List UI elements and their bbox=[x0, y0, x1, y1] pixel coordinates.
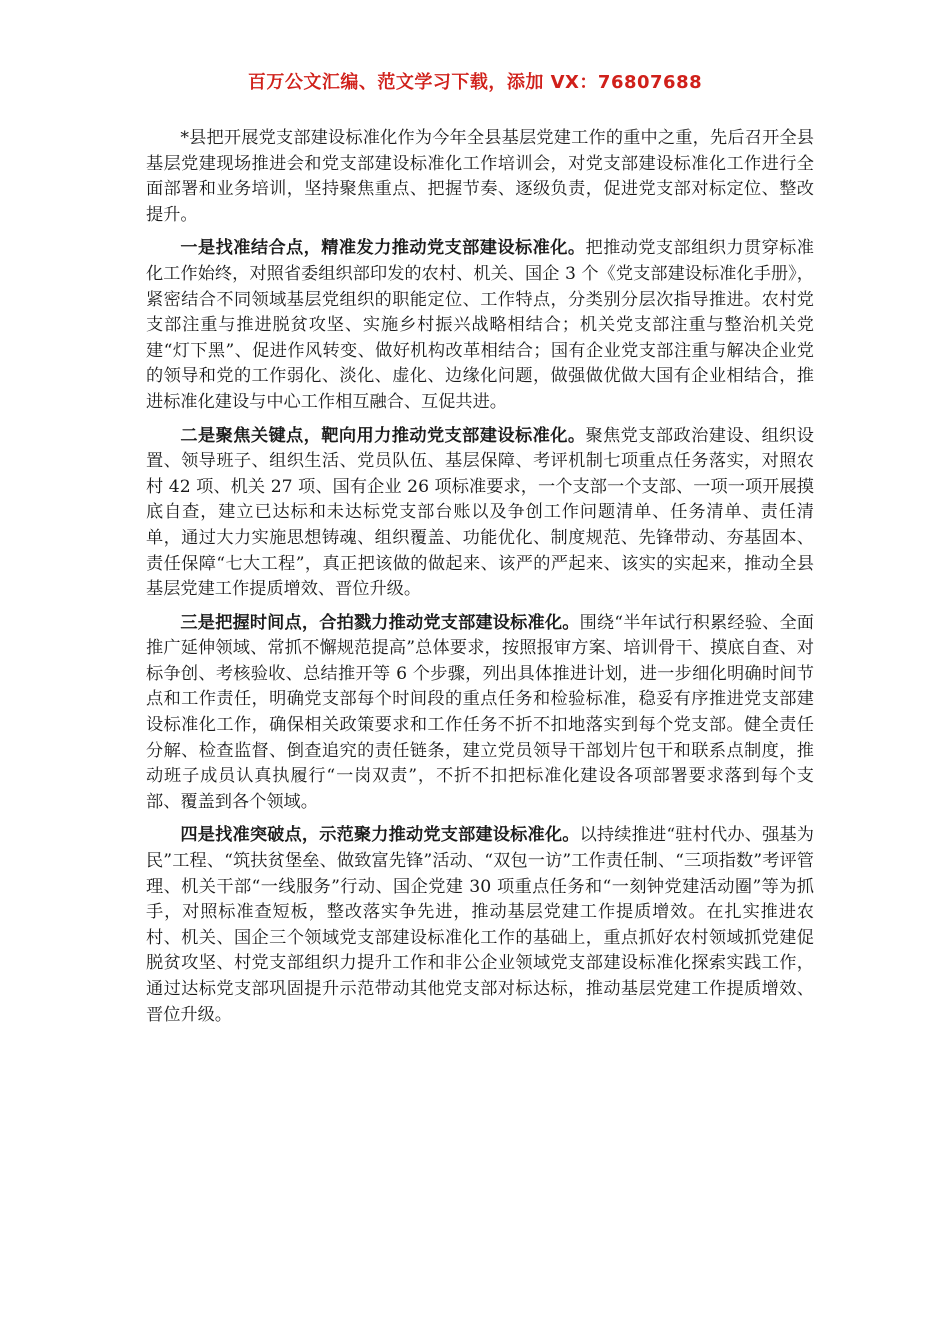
paragraph-text: 聚焦党支部政治建设、组织设置、领导班子、组织生活、党员队伍、基层保障、考评机制七项重点任务落实，对照农村 42 项、机关 27 项、国有企业 26 项标准要求，一个支部一个支部、一项一项开展摸底自查，建立已达标和未达标党支部台账以及争创工作问题清单、任务清单、责任清单，通过大力实施思想铸魂、组织覆盖、功能优化、制度规范、先锋带动、夯基固本、责任保障“七大工程”，真正把该做的做起来、该严的严起来、该实的实起来，推动全县基层党建工作提质增效、晋位升级。 bbox=[146, 425, 814, 600]
paragraph-3 bbox=[146, 611, 814, 816]
paragraph-text: 把推动党支部组织力贯穿标准化工作始终，对照省委组织部印发的农村、机关、国企 3 个《党支部建设标准化手册》，紧密结合不同领域基层党组织的职能定位、工作特点，分类别分层次指导推进。农村党支部注重与推进脱贫攻坚、实施乡村振兴战略相结合；机关党支部注重与整治机关党建“灯下黑”、促进作风转变、做好机构改革相结合；国有企业党支部注重与解决企业党的领导和党的工作弱化、淡化、虚化、边缘化问题，做强做优做大国有企业相结合，推进标准化建设与中心工作相互融合、互促共进。 bbox=[146, 238, 814, 412]
paragraph-text: 围绕“半年试行积累经验、全面推广延伸领域、常抓不懈规范提高”总体要求，按照报审方案、培训骨干、摸底自查、对标争创、考核验收、总结推开等 6 个步骤，列出具体推进计划，进一步细化明确时间节点和工作责任，明确党支部每个时间段的重点任务和检验标准，稳妥有序推进党支部建设标准化工作，确保相关政策要求和工作任务不折不扣地落实到每个党支部。健全责任分解、检查监督、倒查追究的责任链条，建立党员领导干部划片包干和联系点制度，推动班子成员认真执履行“一岗双责”，不折不扣把标准化建设各项部署要求落到每个支部、覆盖到各个领域。 bbox=[146, 612, 814, 812]
header-banner: 百万公文汇编、范文学习下载，添加 VX：76807688 bbox=[247, 72, 703, 93]
paragraph-lead: 四是找准突破点，示范聚力推动党支部建设标准化。 bbox=[180, 825, 580, 846]
paragraph-text: *县把开展党支部建设标准化作为今年全县基层党建工作的重中之重，先后召开全县基层党建现场推进会和党支部建设标准化工作培训会，对党支部建设标准化工作进行全面部署和业务培训，坚持聚焦重点、把握节奏、逐级负责，促进党支部对标定位、整改提升。 bbox=[146, 128, 814, 225]
paragraph-text: 以持续推进“驻村代办、强基为民”工程、“筑扶贫堡垒、做致富先锋”活动、“双包一访”工作责任制、“三项指数”考评管理、机关干部“一线服务”行动、国企党建 30 项重点任务和“一刻钟党建活动圈”等为抓手，对照标准查短板，整改落实争先进，推动基层党建工作提质增效。在扎实推进农村、机关、国企三个领域党支部建设标准化工作的基础上，重点抓好农村领域抓党建促脱贫攻坚、村党支部组织力提升工作和非公企业领域党支部建设标准化探索实践工作，通过达标党支部巩固提升示范带动其他党支部对标达标，推动基层党建工作提质增效、晋位升级。 bbox=[146, 825, 814, 1025]
paragraph-lead: 二是聚焦关键点，靶向用力推动党支部建设标准化。 bbox=[180, 425, 586, 446]
paragraph-4 bbox=[146, 823, 814, 1028]
paragraph-lead: 三是把握时间点，合拍戮力推动党支部建设标准化。 bbox=[180, 612, 580, 633]
paragraph-1 bbox=[146, 236, 814, 415]
intro-paragraph bbox=[146, 126, 814, 228]
paragraph-lead: 一是找准结合点，精准发力推动党支部建设标准化。 bbox=[180, 238, 586, 259]
document-body bbox=[146, 126, 814, 1036]
paragraph-2 bbox=[146, 424, 814, 603]
